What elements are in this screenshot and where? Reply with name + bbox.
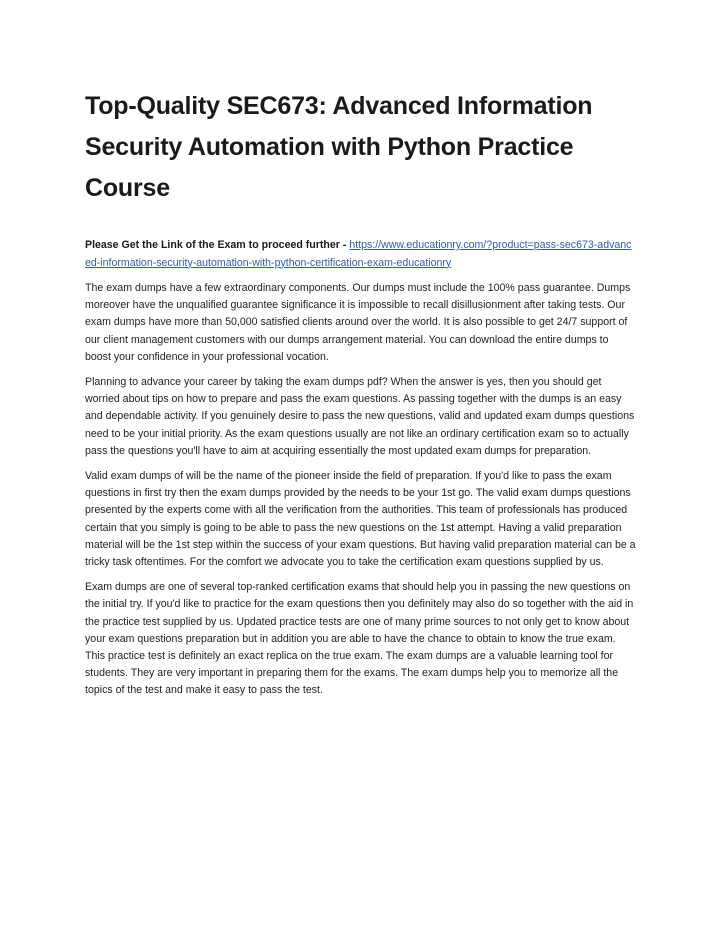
document-title: Top-Quality SEC673: Advanced Information Security Automation with Python Practice Course bbox=[85, 92, 593, 202]
paragraph-4: Exam dumps are one of several top-ranked certification exams that should help you in passing the new questions on the initial try. If you'd like to practice for the exam questions then you definitely may also do so together with the aid in the practice test supplied by us. Updated practice tests are one of many prime sources to not only get to know about your exam questions preparation but in addition you are able to have the chance to obtain to know the true exam. This practice test is definitely an exact replica on the true exam. The exam dumps are a valuable learning tool for students. They are very important in preparing them for the exams. The exam dumps help you to memorize all the topics of the test and make it easy to pass the test. bbox=[85, 581, 634, 697]
paragraph-1: The exam dumps have a few extraordinary components. Our dumps must include the 100% pass guarantee. Dumps moreover have the unqualified guarantee significance it is impossible to recall disillusionment after taking tests. Our exam dumps have more than 50,000 satisfied clients around over the world. It is also possible to get 24/7 support of our client management customers with our dumps arrangement material. You can download the entire dumps to boost your confidence in your professional vocation. bbox=[85, 282, 631, 363]
document-page bbox=[85, 86, 637, 708]
exam-link[interactable]: https://www.educationry.com/?product=pass-sec673-advanced-information-security-automation-with-python-certification-exam-educationry bbox=[85, 239, 632, 269]
paragraph-3: Valid exam dumps of will be the name of the pioneer inside the field of preparation. If you'd like to pass the exam questions in first try then the exam dumps provided by the needs to be your 1st go. The valid exam dumps questions presented by the experts come with all the verification from the authorities. This team of professionals has produced certain that you simply is going to be able to pass the new questions on the 1st attempt. Having a valid preparation material will be the 1st step within the success of your exam questions. But having valid preparation material can be a tricky task oftentimes. For the comfort we advocate you to take the certification exam questions supplied by us. bbox=[85, 470, 636, 569]
exam-link-label: Please Get the Link of the Exam to proceed further - bbox=[85, 239, 350, 251]
exam-link-callout bbox=[85, 237, 637, 272]
paragraph-2: Planning to advance your career by taking the exam dumps pdf? When the answer is yes, then you should get worried about tips on how to prepare and pass the exam questions. As passing together with the dumps is an easy and dependable activity. If you genuinely desire to pass the new questions, valid and updated exam dumps questions need to be your initial priority. As the exam questions usually are not like an ordinary certification exam so to actually pass the questions you'll have to aim at acquiring essentially the most updated exam dumps for preparation. bbox=[85, 376, 635, 457]
